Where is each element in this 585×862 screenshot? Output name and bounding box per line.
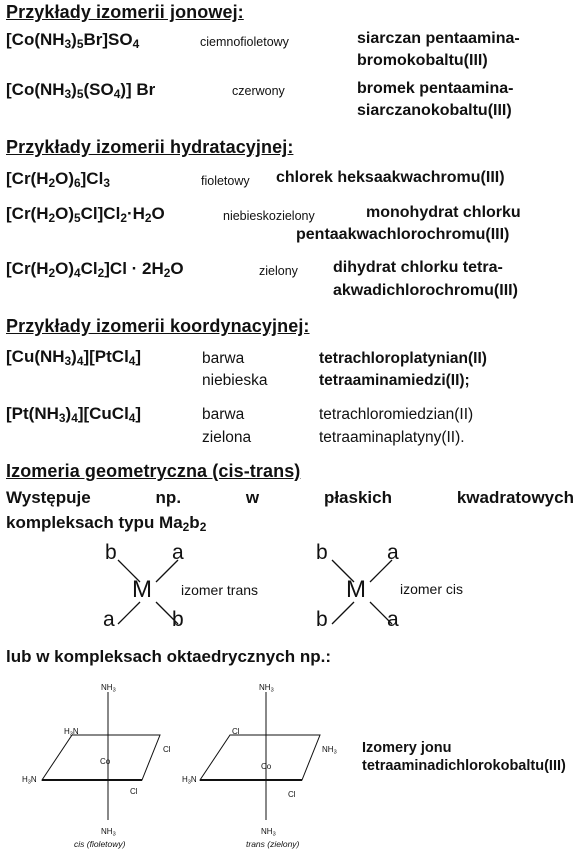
hydrate-name-2a: monohydrat chlorku (366, 204, 521, 221)
cis-label: izomer cis (400, 581, 464, 597)
ionic-heading: Przykłady izomerii jonowej: (6, 2, 244, 22)
cis-ligand-br: a (387, 608, 399, 631)
octa-cis-bottom: $NH_3$ (101, 827, 116, 838)
hydrate-heading: Przykłady izomerii hydratacyjnej: (6, 137, 294, 157)
coord-name-1a: tetrachloroplatynian(II) (319, 350, 487, 367)
cis-metal: M (346, 576, 366, 603)
geometric-line-1 (6, 488, 574, 508)
coord-formula-2: $[Pt(NH_3)_4][CuCl_4]$ (6, 404, 142, 425)
ionic-name-2b: siarczanokobaltu(III) (357, 102, 512, 119)
octa-cis-ul: $H_3N$ (64, 727, 79, 738)
trans-metal: M (132, 576, 152, 603)
octa-cis-top: $NH_3$ (101, 683, 116, 694)
cis-ligand-tr: a (387, 541, 399, 564)
octa-cis-right: Cl (163, 745, 171, 754)
cis-ligand-tl: b (316, 541, 328, 564)
hydrate-formula-1: $[Cr(H_2O)_6]Cl_3$ (6, 169, 110, 190)
octa-trans-left: $H_3N$ (182, 775, 197, 786)
trans-ligand-tr: a (172, 541, 184, 564)
geometric-word: np. (155, 488, 182, 507)
hydrate-name-1: chlorek heksaakwachromu(III) (276, 169, 505, 186)
hydrate-name-3b: akwadichlorochromu(III) (333, 282, 518, 299)
geometric-word: płaskich (323, 488, 392, 507)
cis-ligand-bl: b (316, 608, 328, 631)
octa-cis-center: Co (100, 757, 111, 766)
geometric-word: Występuje (6, 488, 91, 507)
trans-ligand-bl: a (103, 608, 115, 631)
octa-trans-lr: Cl (288, 790, 296, 799)
octa-heading: lub w kompleksach oktaedrycznych np.: (6, 647, 331, 666)
octa-side-label-1: Izomery jonu (362, 740, 452, 756)
hydrate-name-2b: pentaakwachlorochromu(III) (296, 226, 510, 243)
hydrate-formula-2: $[Cr(H_2O)_5Cl]Cl_2\cdot H_2O$ (6, 204, 165, 225)
octa-cis-lr: Cl (130, 787, 138, 796)
geometric-word: w (245, 488, 260, 507)
octa-trans-right: $NH_3$ (322, 745, 337, 756)
geometric-heading: Izomeria geometryczna (cis-trans) (6, 461, 301, 481)
octa-cis-caption: cis (fioletowy) (74, 839, 126, 849)
coord-formula-1: $[Cu(NH_3)_4][PtCl_4]$ (6, 347, 142, 368)
hydrate-color-3: zielony (259, 264, 298, 278)
coord-label-1a: barwa (202, 350, 245, 367)
trans-label: izomer trans (181, 582, 259, 598)
coord-label-2b: zielona (202, 429, 252, 446)
ionic-name-1b: bromokobaltu(III) (357, 52, 488, 69)
octa-trans-top: $NH_3$ (259, 683, 274, 694)
coord-name-2b: tetraaminaplatyny(II). (319, 429, 465, 446)
ionic-name-2a: bromek pentaamina- (357, 80, 514, 97)
coord-label-1b: niebieska (202, 372, 268, 389)
ionic-formula-1: $[Co(NH_3)_5Br]SO_4$ (6, 30, 140, 51)
hydrate-color-2: niebieskozielony (223, 209, 315, 223)
ionic-color-2: czerwony (232, 84, 285, 98)
coord-name-1b: tetraaminamiedzi(II); (319, 372, 470, 389)
hydrate-color-1: fioletowy (201, 174, 250, 188)
octa-trans-bottom: $NH_3$ (261, 827, 276, 838)
trans-ligand-br: b (172, 608, 184, 631)
coordination-heading: Przykłady izomerii koordynacyjnej: (6, 316, 310, 336)
hydrate-formula-3: $[Cr(H_2O)_4Cl_2]Cl \cdot 2H_2O$ (6, 259, 184, 280)
ionic-color-1: ciemnofioletowy (200, 35, 289, 49)
hydrate-name-3a: dihydrat chlorku tetra- (333, 259, 503, 276)
ionic-name-1a: siarczan pentaamina- (357, 30, 520, 47)
trans-ligand-tl: b (105, 541, 117, 564)
octa-cis-left: $H_3N$ (22, 775, 37, 786)
coord-label-2a: barwa (202, 406, 245, 423)
octa-side-label-2: tetraaminadichlorokobaltu(III) (362, 758, 566, 774)
octa-trans-caption: trans (zielony) (246, 839, 300, 849)
geometric-word: kwadratowych (456, 488, 574, 507)
geometric-line-2: kompleksach typu $Ma_2b_2$ (6, 513, 207, 534)
octa-trans-diagram (190, 680, 360, 850)
octa-trans-center: Co (261, 762, 272, 771)
ionic-formula-2: $[Co(NH_3)_5(SO_4)]$ Br (6, 80, 156, 101)
octa-trans-ul: Cl (232, 727, 240, 736)
coord-name-2a: tetrachloromiedzian(II) (319, 406, 474, 423)
